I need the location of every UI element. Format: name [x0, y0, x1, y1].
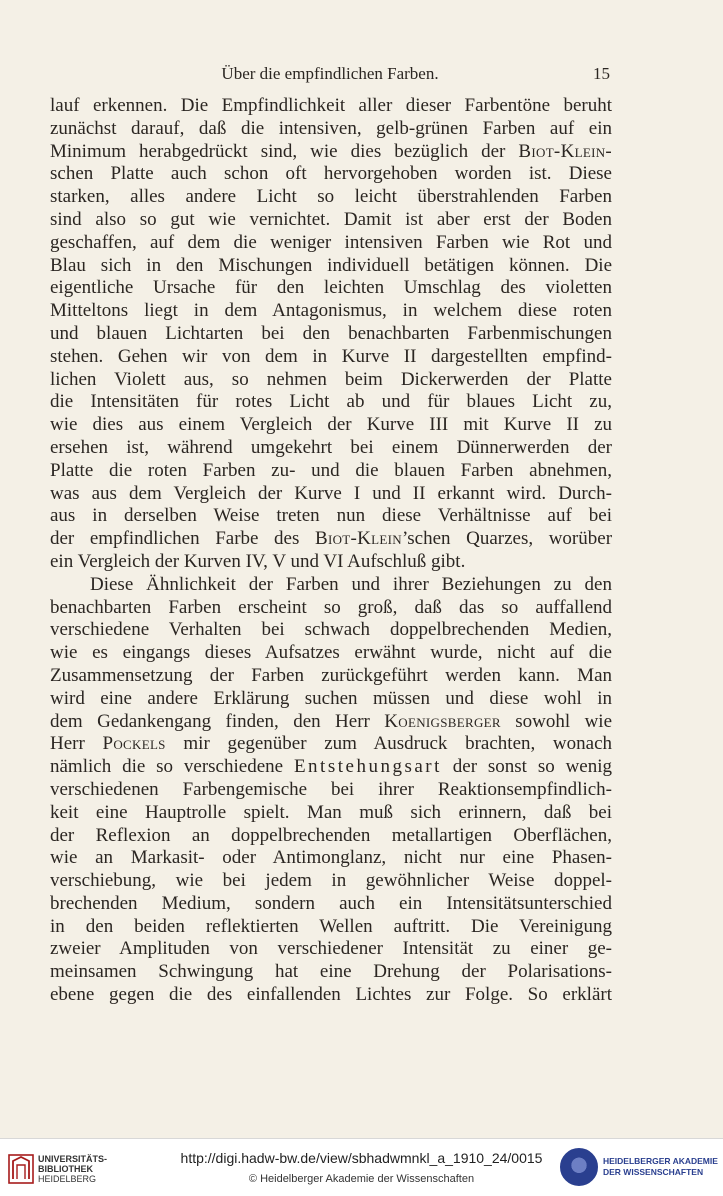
text-line: starken, alles andere Licht so leicht überstrahlenden Farben: [50, 186, 612, 208]
footer-bar: [0, 1138, 723, 1196]
text-line: meinsamen Schwingung hat eine Drehung der Polarisations-: [50, 961, 612, 983]
text-line: ein Vergleich der Kurven IV, V und VI Aufschluß gibt.: [50, 550, 466, 572]
text-line: geschaffen, auf dem die weniger intensiven Farben wie Rot und: [50, 231, 612, 253]
author-name: Pockels: [102, 733, 166, 755]
text-line: was aus dem Vergleich der Kurve I und II erkannt wird. Durch-: [50, 482, 612, 504]
text-line: wie es eingangs dieses Aufsatzes erwähnt wurde, nicht auf die: [50, 642, 612, 664]
academy-seal-icon: [560, 1148, 598, 1186]
text-line: lichen Violett aus, so nehmen beim Dickerwerden der Platte: [50, 368, 612, 390]
text-line: aus in derselben Weise treten nun diese Verhältnisse auf bei: [50, 505, 612, 527]
text-line: Diese Ähnlichkeit der Farben und ihrer Beziehungen zu den: [90, 573, 612, 595]
text-line: Minimum herabgedrückt sind, wie dies bezüglich der Biot-Klein-: [50, 140, 612, 162]
text-line: lauf erkennen. Die Empfindlichkeit aller dieser Farbentöne beruht: [50, 95, 612, 116]
text-line: der empfindlichen Farbe des Biot-Klein’schen Quarzes, worüber: [50, 528, 612, 550]
academy-name: HEIDELBERGER AKADEMIE DER WISSENSCHAFTEN: [603, 1156, 718, 1177]
text-line: in den beiden reflektierten Wellen auftritt. Die Vereinigung: [50, 915, 612, 937]
text-line: der Reflexion an doppelbrechenden metallartigen Oberflächen,: [50, 824, 612, 846]
spaced-emphasis: Entstehungsart: [293, 756, 442, 778]
text-line: schen Platte auch schon oft hervorgehoben worden ist. Diese: [50, 163, 612, 185]
text-line: sind also so gut wie vernichtet. Damit ist aber erst der Boden: [50, 208, 612, 230]
text-line: wird eine andere Erklärung suchen müssen und diese wohl in: [50, 687, 612, 709]
page-number: 15: [593, 64, 610, 83]
text-line: ersehen ist, während umgekehrt bei einem Dünnerwerden der: [50, 436, 612, 458]
permalink[interactable]: http://digi.hadw-bw.de/view/sbhadwmnkl_a_1910_24/0015: [180, 1150, 543, 1166]
text-line: Zusammensetzung der Farben zurückgeführt werden kann. Man: [50, 664, 612, 686]
text-line: verschiedenen Farbengemische bei ihrer Reaktionsempfindlich-: [50, 778, 612, 800]
text-line: benachbarten Farben erscheint so groß, daß das so auffallend: [50, 596, 612, 618]
text-line: Herr Pockels mir gegenüber zum Ausdruck brachten, wonach: [50, 733, 612, 755]
text-line: brechenden Medium, sondern auch ein Intensitätsunterschied: [50, 892, 612, 914]
text-line: Mitteltons liegt in dem Antagonismus, in welchem diese roten: [50, 300, 612, 322]
text-line: wie dies aus einem Vergleich der Kurve III mit Kurve II zu: [50, 414, 612, 436]
text-line: zweier Amplituden von verschiedener Intensität zu einer ge-: [50, 938, 612, 960]
text-line: dem Gedankengang finden, den Herr Koenigsberger sowohl wie: [50, 710, 612, 732]
author-name: Koenigsberger: [384, 710, 501, 732]
text-line: Platte die roten Farben zu- und die blauen Farben abnehmen,: [50, 459, 612, 481]
running-head: [50, 62, 610, 86]
running-title: Über die empfindlichen Farben.: [221, 64, 439, 83]
author-name: Biot-Klein: [315, 528, 402, 550]
text-line: zunächst darauf, daß die intensiven, gelb-grünen Farben auf ein: [50, 117, 612, 139]
text-line: nämlich die so verschiedene Entstehungsart der sonst so wenig: [50, 756, 612, 778]
text-line: keit eine Hauptrolle spielt. Man muß sich erinnern, daß bei: [50, 801, 612, 823]
body-text: [50, 95, 612, 1007]
author-name: Biot-Klein-: [518, 140, 612, 162]
text-line: Blau sich in den Mischungen individuell betätigen können. Die: [50, 254, 612, 276]
copyright-text: © Heidelberger Akademie der Wissenschaften: [248, 1173, 475, 1185]
text-line: ebene gegen die des einfallenden Lichtes zur Folge. So erklärt: [50, 984, 612, 1006]
university-library-name: UNIVERSITÄTS- BIBLIOTHEK HEIDELBERG: [38, 1154, 108, 1184]
text-line: verschiedene Verhalten bei schwach doppelbrechenden Medien,: [50, 619, 612, 641]
text-line: verschiebung, wie bei jedem in gewöhnlicher Weise doppel-: [50, 870, 612, 892]
text-line: die Intensitäten für rotes Licht ab und für blaues Licht zu,: [50, 391, 612, 413]
text-line: stehen. Gehen wir von dem in Kurve II dargestellten empfind-: [50, 345, 612, 367]
text-line: und blauen Lichtarten bei den benachbarten Farbenmischungen: [50, 322, 612, 344]
text-line: wie an Markasit- oder Antimonglanz, nicht nur eine Phasen-: [50, 847, 612, 869]
text-line: eigentliche Ursache für den leichten Umschlag des violetten: [50, 277, 612, 299]
